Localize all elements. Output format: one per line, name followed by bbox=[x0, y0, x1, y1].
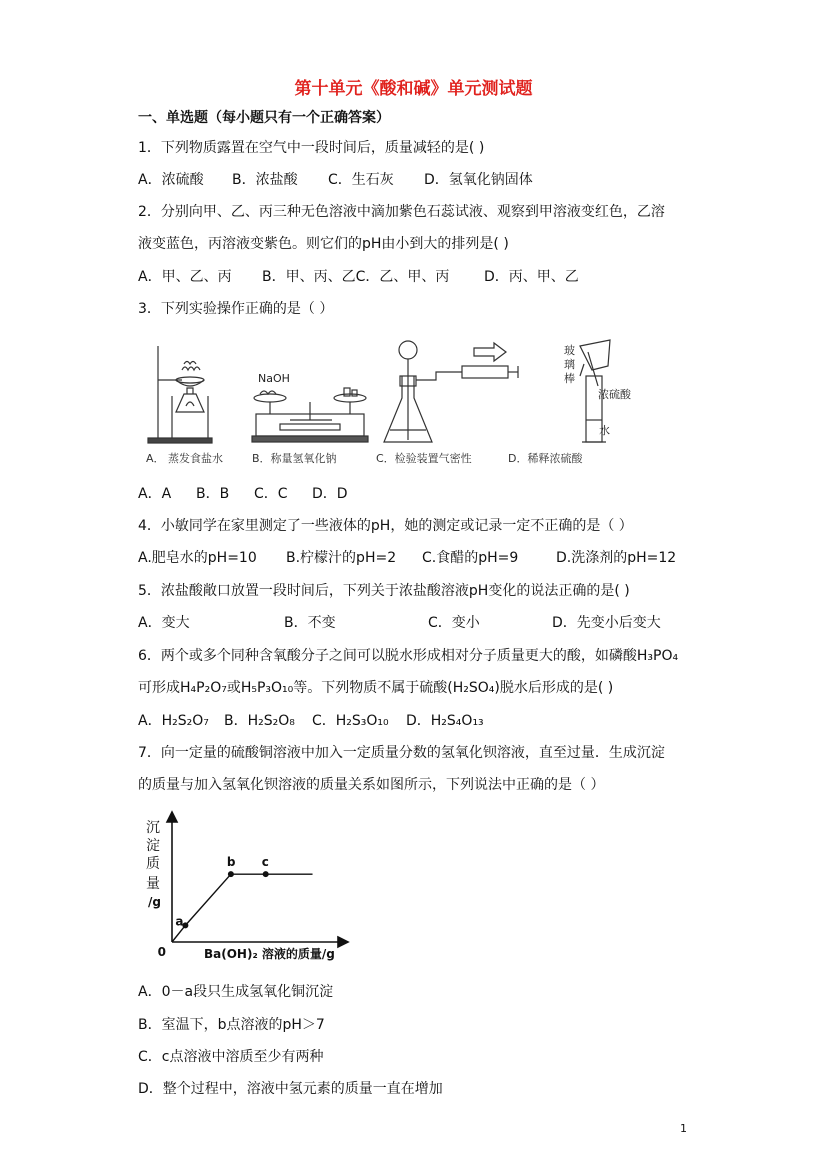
q7-option-c: C．c点溶液中溶质至少有两种 bbox=[138, 1049, 324, 1065]
q4-option-d: D.洗涤剂的pH=12 bbox=[556, 550, 677, 566]
q1-stem: 1．下列物质露置在空气中一段时间后，质量减轻的是( ) bbox=[138, 140, 485, 156]
page-title: 第十单元《酸和碱》单元测试题 bbox=[294, 79, 533, 99]
q3-caption-b: B．称量氢氧化钠 bbox=[252, 452, 337, 465]
q2-option-d: D．丙、甲、乙 bbox=[484, 269, 579, 285]
q6-option-b: B．H₂S₂O₈ bbox=[224, 713, 295, 729]
q2-option-a: A．甲、乙、丙 bbox=[138, 269, 232, 285]
data-series-line bbox=[172, 874, 313, 942]
q1-option-b: B．浓盐酸 bbox=[232, 172, 298, 188]
q2-stem-line2: 液变蓝色，丙溶液变紫色。则它们的pH由小到大的排列是( ) bbox=[138, 236, 509, 252]
q2-stem-line1: 2．分别向甲、乙、丙三种无色溶液中滴加紫色石蕊试液、观察到甲溶液变红色，乙溶 bbox=[138, 204, 665, 220]
q3-option-c: C．C bbox=[254, 486, 288, 502]
q1-option-d: D．氢氧化钠固体 bbox=[424, 172, 533, 188]
x-axis-arrow bbox=[338, 937, 348, 947]
data-point-label-a: a bbox=[175, 914, 184, 929]
q3-caption-c: C．检验装置气密性 bbox=[376, 452, 472, 465]
q6-option-d: D．H₂S₄O₁₃ bbox=[406, 713, 484, 729]
q5-option-a: A．变大 bbox=[138, 615, 190, 631]
q3-option-d: D．D bbox=[312, 486, 348, 502]
q5-option-b: B．不变 bbox=[284, 615, 336, 631]
q3-caption-a: A． 蒸发食盐水 bbox=[146, 452, 224, 465]
evaporation-apparatus-icon bbox=[148, 346, 212, 443]
x-axis-label: Ba(OH)₂ 溶液的质量/g bbox=[204, 947, 335, 961]
q7-precipitate-chart bbox=[140, 806, 360, 970]
y-label-unit: /g bbox=[148, 895, 161, 909]
q3-option-a: A．A bbox=[138, 486, 172, 502]
data-point-label-c: c bbox=[261, 855, 269, 870]
data-point-b bbox=[228, 871, 234, 877]
glass-rod-label-2: 璃 bbox=[564, 358, 575, 371]
water-label: 水 bbox=[599, 424, 610, 437]
q3-option-b: B．B bbox=[196, 486, 230, 502]
y-label-char-4: 量 bbox=[146, 876, 160, 892]
y-label-char-1: 沉 bbox=[146, 820, 160, 836]
q6-option-c: C．H₂S₃O₁₀ bbox=[312, 713, 389, 729]
section-heading: 一、单选题（每小题只有一个正确答案） bbox=[138, 110, 390, 126]
flask-syringe-icon bbox=[384, 341, 518, 442]
q2-option-bc: B．甲、丙、乙C．乙、甲、丙 bbox=[262, 269, 450, 285]
q1-option-a: A．浓硫酸 bbox=[138, 172, 204, 188]
q7-stem-line2: 的质量与加入氢氧化钡溶液的质量关系如图所示，下列说法中正确的是（ ） bbox=[138, 777, 605, 793]
data-point-c bbox=[263, 871, 269, 877]
glass-rod-label-1: 玻 bbox=[564, 344, 575, 357]
balance-icon bbox=[252, 388, 368, 442]
y-label-char-2: 淀 bbox=[146, 838, 160, 854]
y-label-char-3: 质 bbox=[146, 856, 160, 872]
q5-option-d: D．先变小后变大 bbox=[552, 615, 661, 631]
q7-option-d: D．整个过程中，溶液中氢元素的质量一直在增加 bbox=[138, 1081, 443, 1097]
q7-stem-line1: 7．向一定量的硫酸铜溶液中加入一定质量分数的氢氧化钡溶液，直至过量．生成沉淀 bbox=[138, 745, 665, 761]
q6-option-a: A．H₂S₂O₇ bbox=[138, 713, 209, 729]
q1-option-c: C．生石灰 bbox=[328, 172, 394, 188]
page-number: 1 bbox=[680, 1122, 687, 1135]
q5-stem: 5．浓盐酸敞口放置一段时间后，下列关于浓盐酸溶液pH变化的说法正确的是( ) bbox=[138, 583, 630, 599]
q7-option-b: B．室温下，b点溶液的pH＞7 bbox=[138, 1017, 325, 1033]
q6-line2: 可形成H₄P₂O₇或H₅P₃O₁₀等。下列物质不属于硫酸(H₂SO₄)脱水后形成的是( ) bbox=[138, 680, 614, 696]
conc-acid-label: 浓硫酸 bbox=[598, 388, 631, 401]
q7-option-a: A．0－a段只生成氢氧化铜沉淀 bbox=[138, 984, 334, 1000]
naoh-label: NaOH bbox=[258, 372, 290, 385]
y-axis-arrow bbox=[167, 812, 177, 822]
origin-label: 0 bbox=[157, 945, 166, 959]
q3-caption-d: D．稀释浓硫酸 bbox=[508, 452, 583, 465]
q4-option-a: A.肥皂水的pH=10 bbox=[138, 550, 257, 566]
q6-line1: 6．两个或多个同种含氧酸分子之间可以脱水形成相对分子质量更大的酸，如磷酸H₃PO₄ bbox=[138, 648, 679, 664]
q4-option-b: B.柠檬汁的pH=2 bbox=[286, 550, 397, 566]
q3-stem: 3．下列实验操作正确的是（ ） bbox=[138, 301, 334, 317]
glass-rod-label-3: 棒 bbox=[564, 372, 575, 385]
data-point-label-b: b bbox=[226, 855, 236, 870]
q4-stem: 4．小敏同学在家里测定了一些液体的pH，她的测定或记录一定不正确的是（ ） bbox=[138, 518, 633, 534]
q5-option-c: C．变小 bbox=[428, 615, 480, 631]
q4-option-c: C.食醋的pH=9 bbox=[422, 550, 519, 566]
